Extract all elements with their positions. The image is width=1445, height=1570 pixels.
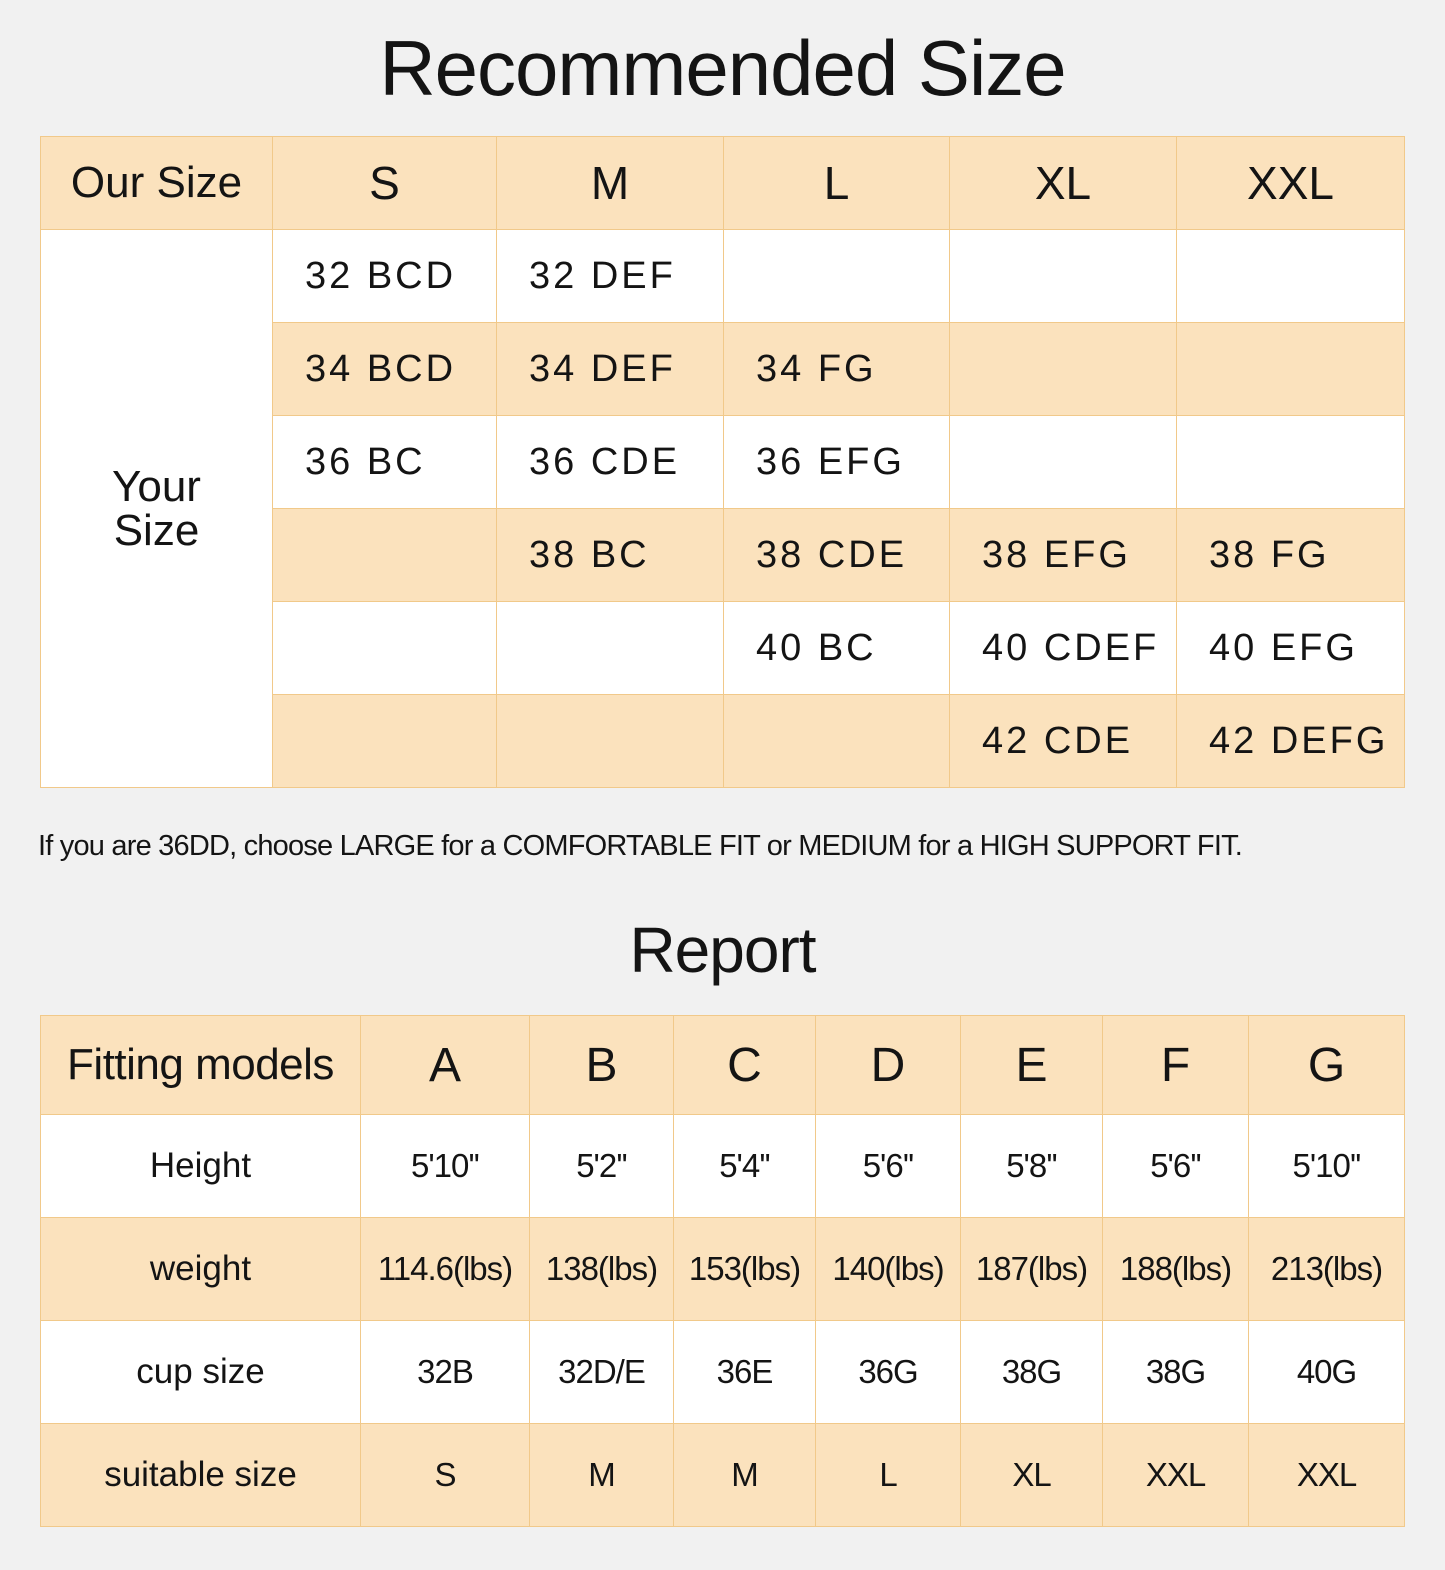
size-header: L: [724, 137, 950, 230]
report-cell: 36E: [674, 1321, 816, 1424]
report-cell: 188(lbs): [1103, 1218, 1249, 1321]
size-cell: 36 CDE: [497, 416, 724, 509]
model-header: F: [1103, 1016, 1249, 1115]
size-cell: [497, 602, 724, 695]
recommended-size-title: Recommended Size: [379, 24, 1066, 112]
fit-note: If you are 36DD, choose LARGE for a COMFORTABLE FIT or MEDIUM for a HIGH SUPPORT FIT.: [38, 830, 1243, 862]
report-cell: XXL: [1249, 1424, 1405, 1527]
size-cell: [1177, 230, 1405, 323]
report-cell: 5'8'': [961, 1115, 1103, 1218]
size-cell: 40 CDEF: [950, 602, 1177, 695]
report-cell: 138(lbs): [530, 1218, 674, 1321]
report-cell: S: [361, 1424, 530, 1527]
size-cell: [950, 416, 1177, 509]
size-cell: [497, 695, 724, 788]
size-cell: [273, 602, 497, 695]
size-chart-table: [40, 136, 1405, 788]
size-cell: 40 BC: [724, 602, 950, 695]
model-header: B: [530, 1016, 674, 1115]
size-cell: 32 BCD: [273, 230, 497, 323]
size-cell: 42 DEFG: [1177, 695, 1405, 788]
size-header: M: [497, 137, 724, 230]
report-cell: 5'10'': [1249, 1115, 1405, 1218]
report-cell: 213(lbs): [1249, 1218, 1405, 1321]
report-cell: 5'2'': [530, 1115, 674, 1218]
report-cell: 5'4'': [674, 1115, 816, 1218]
model-header: D: [816, 1016, 961, 1115]
cup-size-row: [41, 1321, 1405, 1424]
report-cell: 140(lbs): [816, 1218, 961, 1321]
report-cell: 38G: [961, 1321, 1103, 1424]
size-header: XXL: [1177, 137, 1405, 230]
suitable-size-row: [41, 1424, 1405, 1527]
size-cell: 34 FG: [724, 323, 950, 416]
size-cell: [273, 509, 497, 602]
report-cell: 40G: [1249, 1321, 1405, 1424]
row-label: Height: [41, 1115, 361, 1218]
report-table: [40, 1015, 1405, 1527]
size-cell: [950, 323, 1177, 416]
report-cell: M: [674, 1424, 816, 1527]
report-cell: XXL: [1103, 1424, 1249, 1527]
row-label: suitable size: [41, 1424, 361, 1527]
report-cell: 32B: [361, 1321, 530, 1424]
size-cell: [1177, 416, 1405, 509]
weight-row: [41, 1218, 1405, 1321]
model-header: G: [1249, 1016, 1405, 1115]
report-cell: L: [816, 1424, 961, 1527]
size-chart-row: [41, 230, 1405, 323]
report-cell: 5'10'': [361, 1115, 530, 1218]
report-cell: 153(lbs): [674, 1218, 816, 1321]
size-cell: [724, 695, 950, 788]
size-cell: 42 CDE: [950, 695, 1177, 788]
model-header: E: [961, 1016, 1103, 1115]
size-cell: 34 BCD: [273, 323, 497, 416]
report-cell: 38G: [1103, 1321, 1249, 1424]
size-cell: 32 DEF: [497, 230, 724, 323]
size-cell: 40 EFG: [1177, 602, 1405, 695]
size-cell: [950, 230, 1177, 323]
report-cell: 5'6'': [1103, 1115, 1249, 1218]
report-header-row: [41, 1016, 1405, 1115]
our-size-label: Our Size: [41, 137, 273, 230]
report-title: Report: [629, 914, 816, 986]
size-header: S: [273, 137, 497, 230]
size-cell: 36 EFG: [724, 416, 950, 509]
size-cell: 38 CDE: [724, 509, 950, 602]
size-cell: 36 BC: [273, 416, 497, 509]
report-cell: 32D/E: [530, 1321, 674, 1424]
fitting-models-label: Fitting models: [41, 1016, 361, 1115]
report-cell: 36G: [816, 1321, 961, 1424]
size-cell: [273, 695, 497, 788]
size-cell: 34 DEF: [497, 323, 724, 416]
size-cell: 38 FG: [1177, 509, 1405, 602]
size-chart-header-row: [41, 137, 1405, 230]
size-cell: 38 EFG: [950, 509, 1177, 602]
report-cell: XL: [961, 1424, 1103, 1527]
row-label: weight: [41, 1218, 361, 1321]
size-cell: [1177, 323, 1405, 416]
row-label: cup size: [41, 1321, 361, 1424]
size-header: XL: [950, 137, 1177, 230]
size-cell: 38 BC: [497, 509, 724, 602]
size-cell: [724, 230, 950, 323]
report-cell: 5'6'': [816, 1115, 961, 1218]
report-cell: 114.6(lbs): [361, 1218, 530, 1321]
report-cell: M: [530, 1424, 674, 1527]
model-header: C: [674, 1016, 816, 1115]
model-header: A: [361, 1016, 530, 1115]
report-cell: 187(lbs): [961, 1218, 1103, 1321]
height-row: [41, 1115, 1405, 1218]
your-size-label: Your Size: [41, 230, 273, 788]
